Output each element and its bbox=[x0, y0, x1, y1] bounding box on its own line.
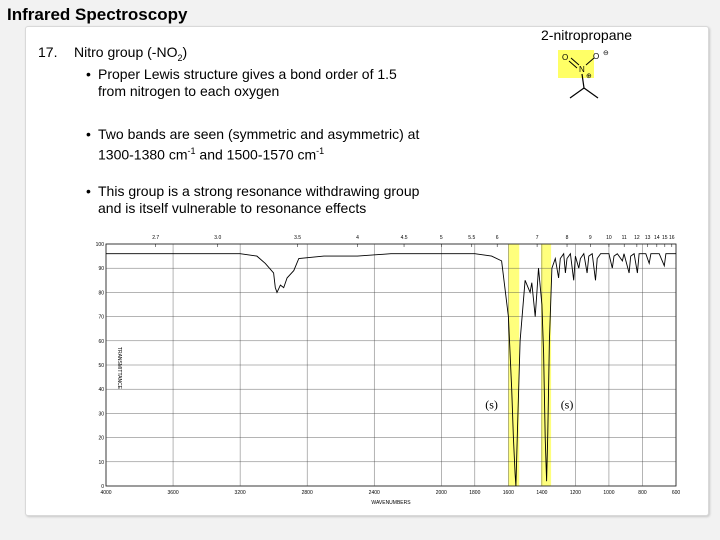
x-tick-label: 600 bbox=[671, 490, 681, 496]
y-tick-label: 0 bbox=[101, 484, 104, 490]
x-tick-label: 3600 bbox=[167, 490, 179, 496]
oxygen-atom: O bbox=[562, 53, 569, 62]
top-tick-label: 10 bbox=[606, 235, 612, 241]
y-tick-label: 10 bbox=[98, 459, 104, 466]
y-tick-label: 90 bbox=[98, 266, 104, 273]
section-heading bbox=[38, 44, 187, 63]
y-tick-label: 70 bbox=[98, 314, 104, 321]
bullet-dot: • bbox=[86, 66, 91, 82]
bullet-line: from nitrogen to each oxygen bbox=[98, 83, 280, 99]
x-tick-label: 2400 bbox=[368, 490, 380, 496]
y-tick-label: 20 bbox=[98, 435, 104, 442]
y-tick-label: 100 bbox=[95, 242, 104, 248]
x-tick-label: 1800 bbox=[469, 490, 481, 496]
top-tick-label: 3.0 bbox=[214, 235, 222, 241]
heading-subscript: 2 bbox=[177, 52, 183, 63]
band-strength-label: (s) bbox=[485, 397, 498, 412]
bullet-line bbox=[98, 143, 419, 164]
compound-name: 2-nitropropane bbox=[541, 27, 633, 43]
bullet-item bbox=[86, 66, 397, 100]
bullet-line: Proper Lewis structure gives a bond order of 1.5 bbox=[98, 66, 397, 82]
top-tick-label: 4 bbox=[356, 235, 359, 241]
x-tick-label: 4000 bbox=[100, 490, 112, 496]
top-tick-label: 8 bbox=[565, 235, 569, 241]
top-tick-label: 15 bbox=[662, 235, 668, 241]
slide-title: Infrared Spectroscopy bbox=[7, 5, 188, 24]
bullet-dot: • bbox=[86, 126, 91, 142]
x-tick-label: 3200 bbox=[234, 490, 246, 496]
top-tick-label: 7 bbox=[535, 235, 539, 241]
ir-spectrum-chart bbox=[90, 228, 684, 508]
top-tick-label: 5.5 bbox=[468, 235, 476, 241]
nitropropane-structure bbox=[556, 48, 616, 110]
bullet-dot: • bbox=[86, 183, 91, 199]
top-tick-label: 6 bbox=[495, 235, 499, 241]
top-tick-label: 13 bbox=[644, 235, 651, 241]
range-text: 1300-1380 cm bbox=[98, 146, 188, 163]
y-tick-label: 60 bbox=[98, 338, 104, 345]
y-tick-label: 50 bbox=[98, 363, 104, 369]
x-tick-label: 2000 bbox=[435, 490, 447, 496]
item-number: 17. bbox=[38, 44, 58, 60]
y-tick-label: 40 bbox=[98, 387, 104, 394]
bullet-line: and is itself vulnerable to resonance effects bbox=[98, 200, 367, 216]
spectrum-trace bbox=[106, 254, 676, 486]
x-tick-label: 1200 bbox=[569, 490, 581, 496]
c-c-bond bbox=[570, 88, 584, 98]
x-axis-label: WAVENUMBERS bbox=[371, 500, 411, 506]
top-tick-label: 5 bbox=[439, 235, 443, 241]
bullet-line: Two bands are seen (symmetric and asymmetric) at bbox=[98, 126, 420, 142]
top-tick-label: 2.7 bbox=[152, 235, 160, 241]
y-tick-label: 80 bbox=[98, 290, 104, 297]
heading-end: ) bbox=[182, 44, 188, 60]
x-tick-label: 800 bbox=[638, 490, 647, 496]
oxygen-atom: O bbox=[593, 52, 600, 61]
unit-superscript: -1 bbox=[187, 146, 196, 156]
top-tick-label: 12 bbox=[634, 235, 640, 241]
band-strength-label: (s) bbox=[560, 397, 574, 412]
bullet-item bbox=[86, 126, 419, 164]
x-tick-label: 1400 bbox=[536, 490, 548, 496]
top-tick-label: 4.5 bbox=[400, 235, 408, 241]
plus-charge-icon: ⊕ bbox=[586, 72, 592, 80]
y-tick-label: 30 bbox=[98, 411, 104, 418]
bullet-item bbox=[86, 183, 419, 217]
top-tick-label: 11 bbox=[621, 235, 627, 241]
bullet-line: This group is a strong resonance withdrawing group bbox=[98, 183, 420, 199]
top-tick-label: 14 bbox=[654, 235, 660, 241]
range-text: and 1500-1570 cm bbox=[195, 146, 317, 163]
top-tick-label: 16 bbox=[669, 235, 675, 241]
x-tick-label: 1000 bbox=[603, 490, 615, 496]
c-c-bond bbox=[584, 88, 598, 98]
y-axis-label: TRANSMITTANCE bbox=[116, 346, 122, 390]
top-tick-label: 9 bbox=[588, 235, 592, 241]
x-tick-label: 2800 bbox=[301, 490, 313, 496]
x-tick-label: 1600 bbox=[502, 490, 514, 496]
nitrogen-atom: N bbox=[579, 65, 585, 74]
minus-charge-icon: ⊖ bbox=[603, 49, 609, 57]
unit-superscript: -1 bbox=[316, 146, 325, 156]
heading-text: Nitro group (-NO bbox=[74, 44, 178, 60]
top-tick-label: 3.5 bbox=[294, 235, 302, 241]
